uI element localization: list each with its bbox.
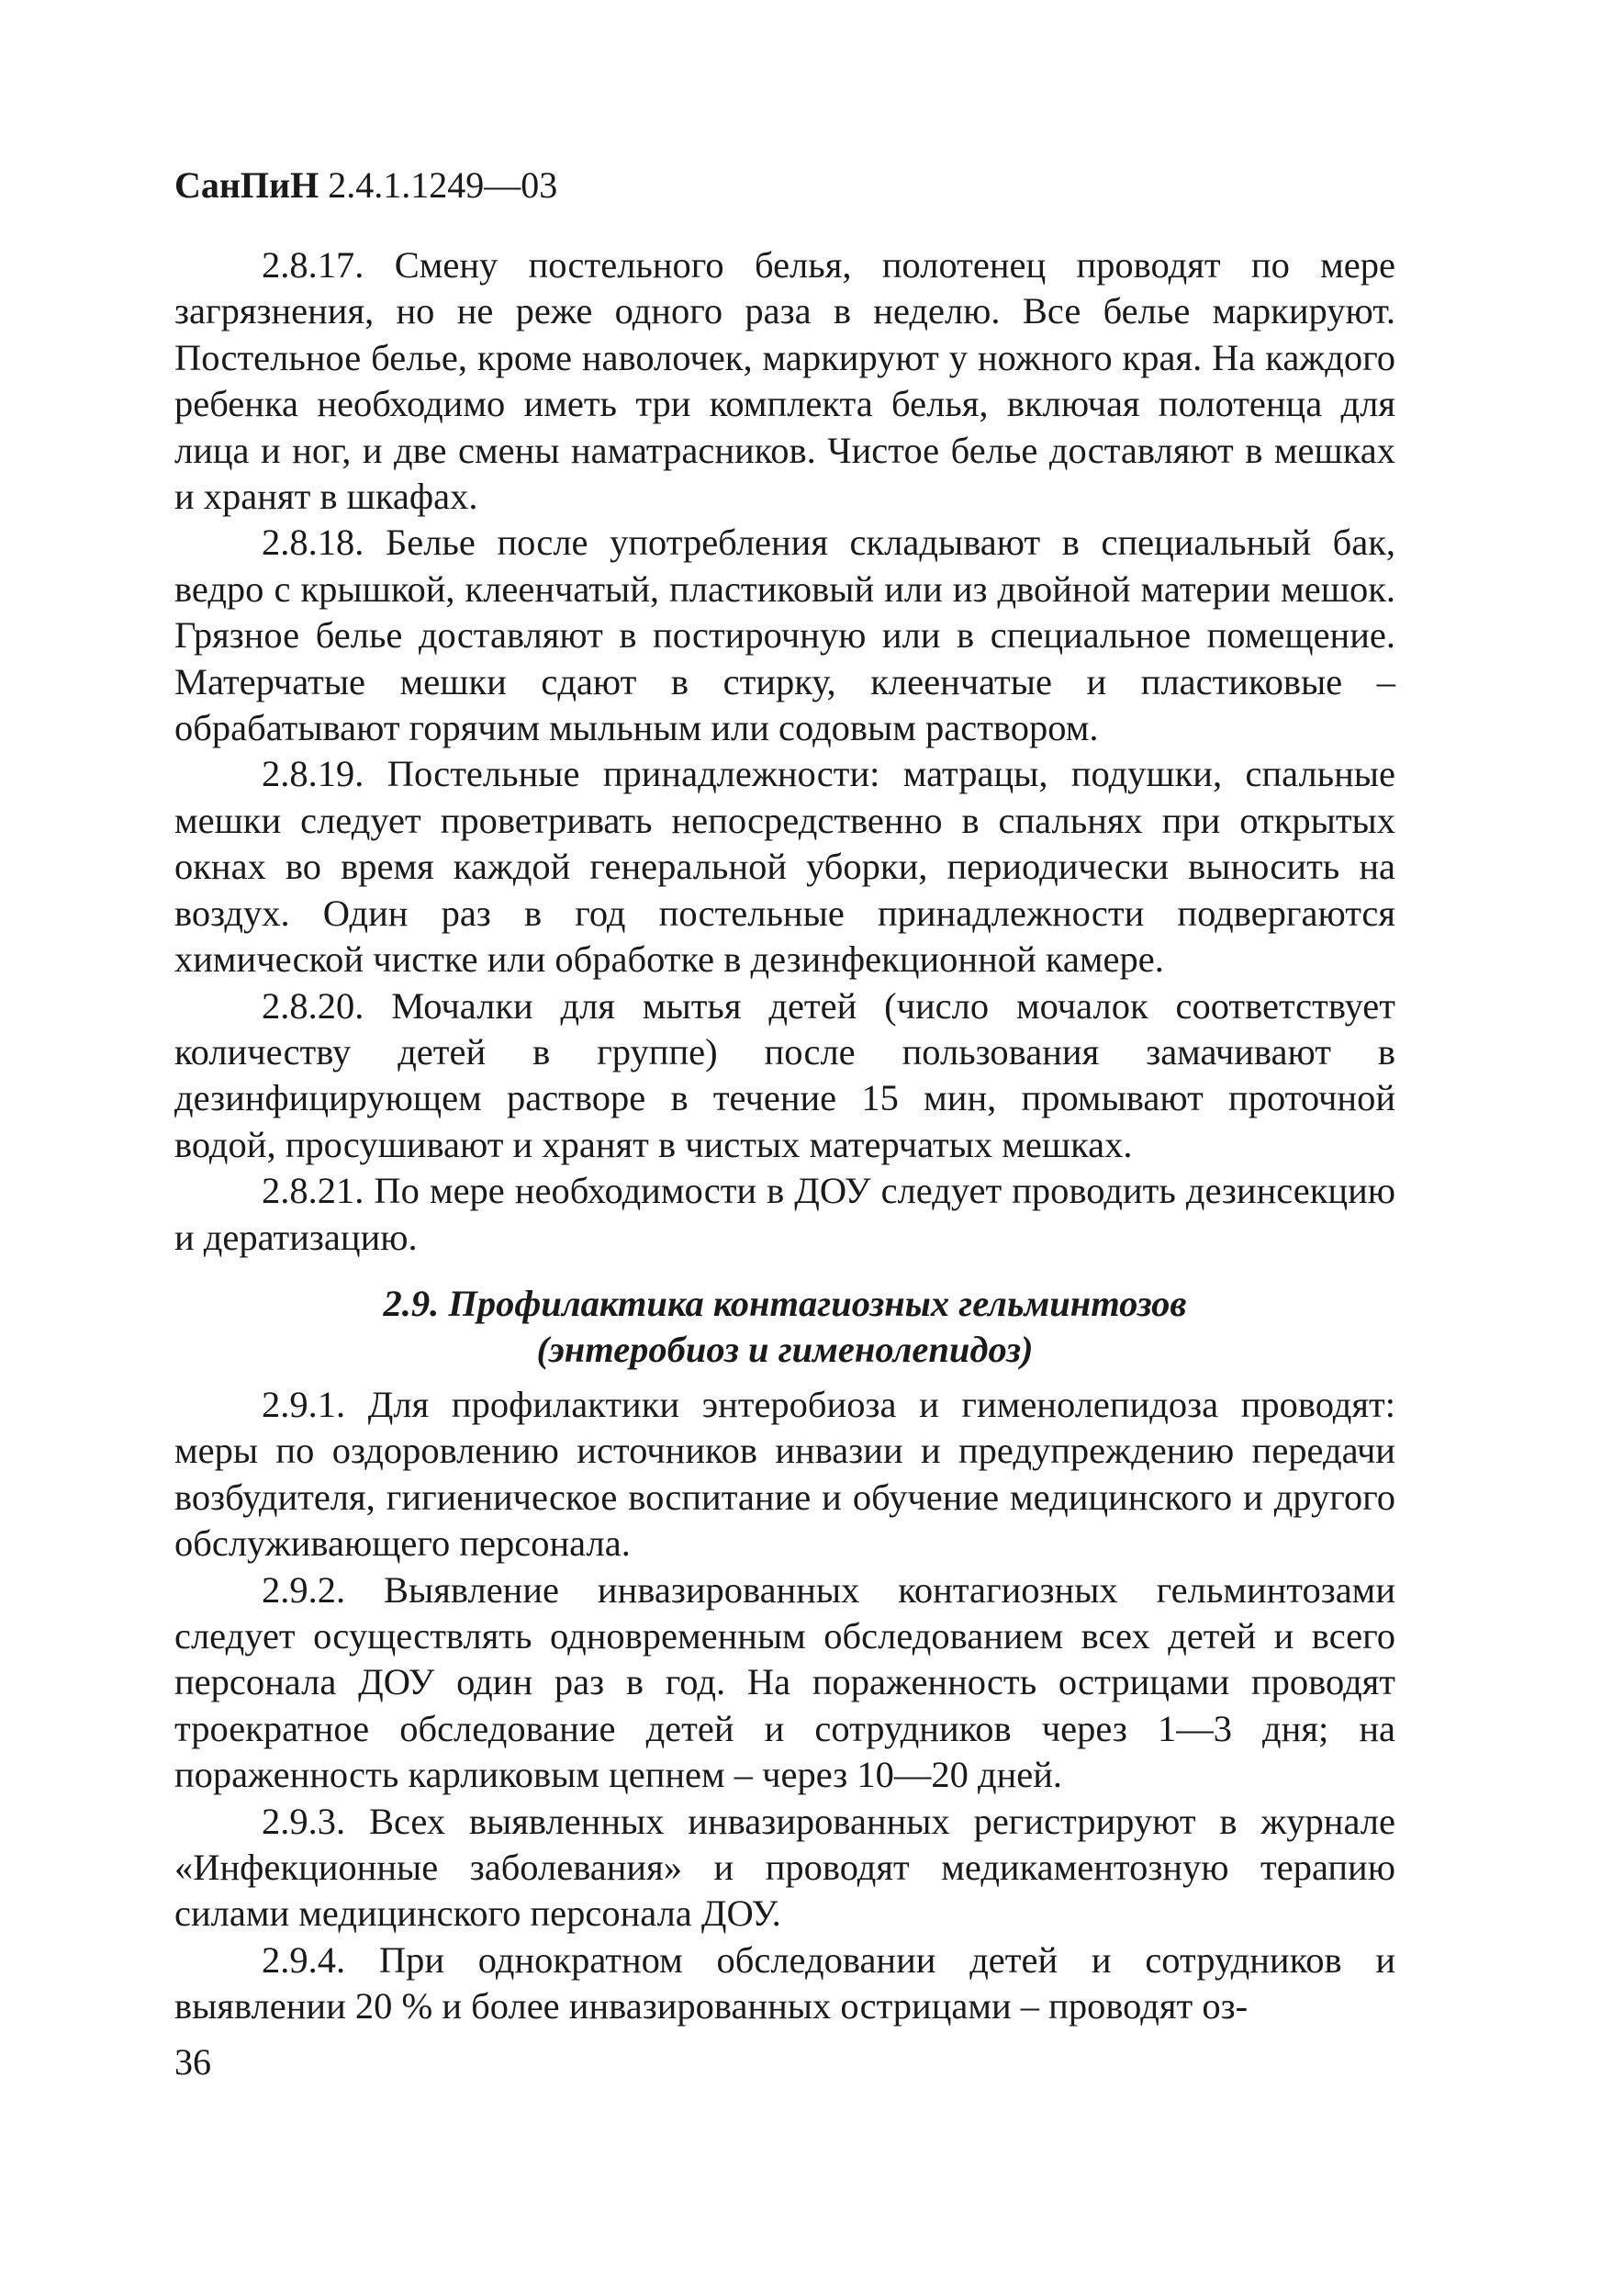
clause-2-8-20: 2.8.20. Мочалки для мытья детей (число мочалок соответствует количеству детей в группе) после пользования замачивают в дезинфицирующем растворе в течение 15 мин, промывают проточной водой, просушивают и хранят в чистых матерчатых мешках. [174, 984, 1395, 1165]
clause-2-8-18: 2.8.18. Белье после употребления складывают в специальный бак, ведро с крышкой, клеенчатый, пластиковый или из двойной материи мешок. Грязное белье доставляют в постирочную или в специальное помещение. Матерчатые мешки сдают в стирку, клеенчатые и пластиковые – обрабатывают горячим мыльным или содовым раствором. [174, 522, 1395, 749]
clause-2-9-4: 2.9.4. При однократном обследовании детей и сотрудников и выявлении 20 % и более инвазированных острицами – проводят оз- [174, 1938, 1395, 2027]
running-header [174, 163, 557, 208]
clause-2-9-1: 2.9.1. Для профилактики энтеробиоза и гименолепидоза проводят: меры по оздоровлению источников инвазии и предупреждению передачи возбудителя, гигиеническое воспитание и обучение медицинского и другого обслуживающего персонала. [174, 1383, 1395, 1565]
clause-2-8-19: 2.8.19. Постельные принадлежности: матрацы, подушки, спальные мешки следует проветривать непосредственно в спальнях при открытых окнах во время каждой генеральной уборки, периодически выносить на воздух. Один раз в год постельные принадлежности подвергаются химической чистке или обработке в дезинфекционной камере. [174, 753, 1395, 981]
document-code-number: 2.4.1.1249—03 [328, 164, 558, 206]
clause-2-8-17: 2.8.17. Смену постельного белья, полотенец проводят по мере загрязнения, но не реже одного раза в неделю. Все белье маркируют. Постельное белье, кроме наволочек, маркируют у ножного края. На каждого ребенка необходимо иметь три комплекта белья, включая полотенца для лица и ног, и две смены наматрасников. Чистое белье доставляют в мешках и хранят в шкафах. [174, 244, 1395, 518]
page-number: 36 [174, 2041, 211, 2083]
document-code-prefix: СанПиН [174, 164, 319, 206]
clause-2-8-21: 2.8.21. По мере необходимости в ДОУ следует проводить дезинсекцию и дератизацию. [174, 1170, 1395, 1258]
section-heading [174, 1281, 1395, 1373]
clause-2-9-2: 2.9.2. Выявление инвазированных контагиозных гельминтозами следует осуществлять одновременным обследованием всех детей и всего персонала ДОУ один раз в год. На пораженность острицами проводят троекратное обследование детей и сотрудников через 1—3 дня; на пораженность карликовым цепнем – через 10—20 дней. [174, 1568, 1395, 1796]
section-heading-line-2: (энтеробиоз и гименолепидоз) [536, 1328, 1034, 1370]
section-heading-line-1: 2.9. Профилактика контагиозных гельминтозов [383, 1282, 1187, 1324]
page-body [174, 242, 1395, 2030]
clause-2-9-3: 2.9.3. Всех выявленных инвазированных регистрируют в журнале «Инфекционные заболевания» и проводят медикаментозную терапию силами медицинского персонала ДОУ. [174, 1800, 1395, 1935]
